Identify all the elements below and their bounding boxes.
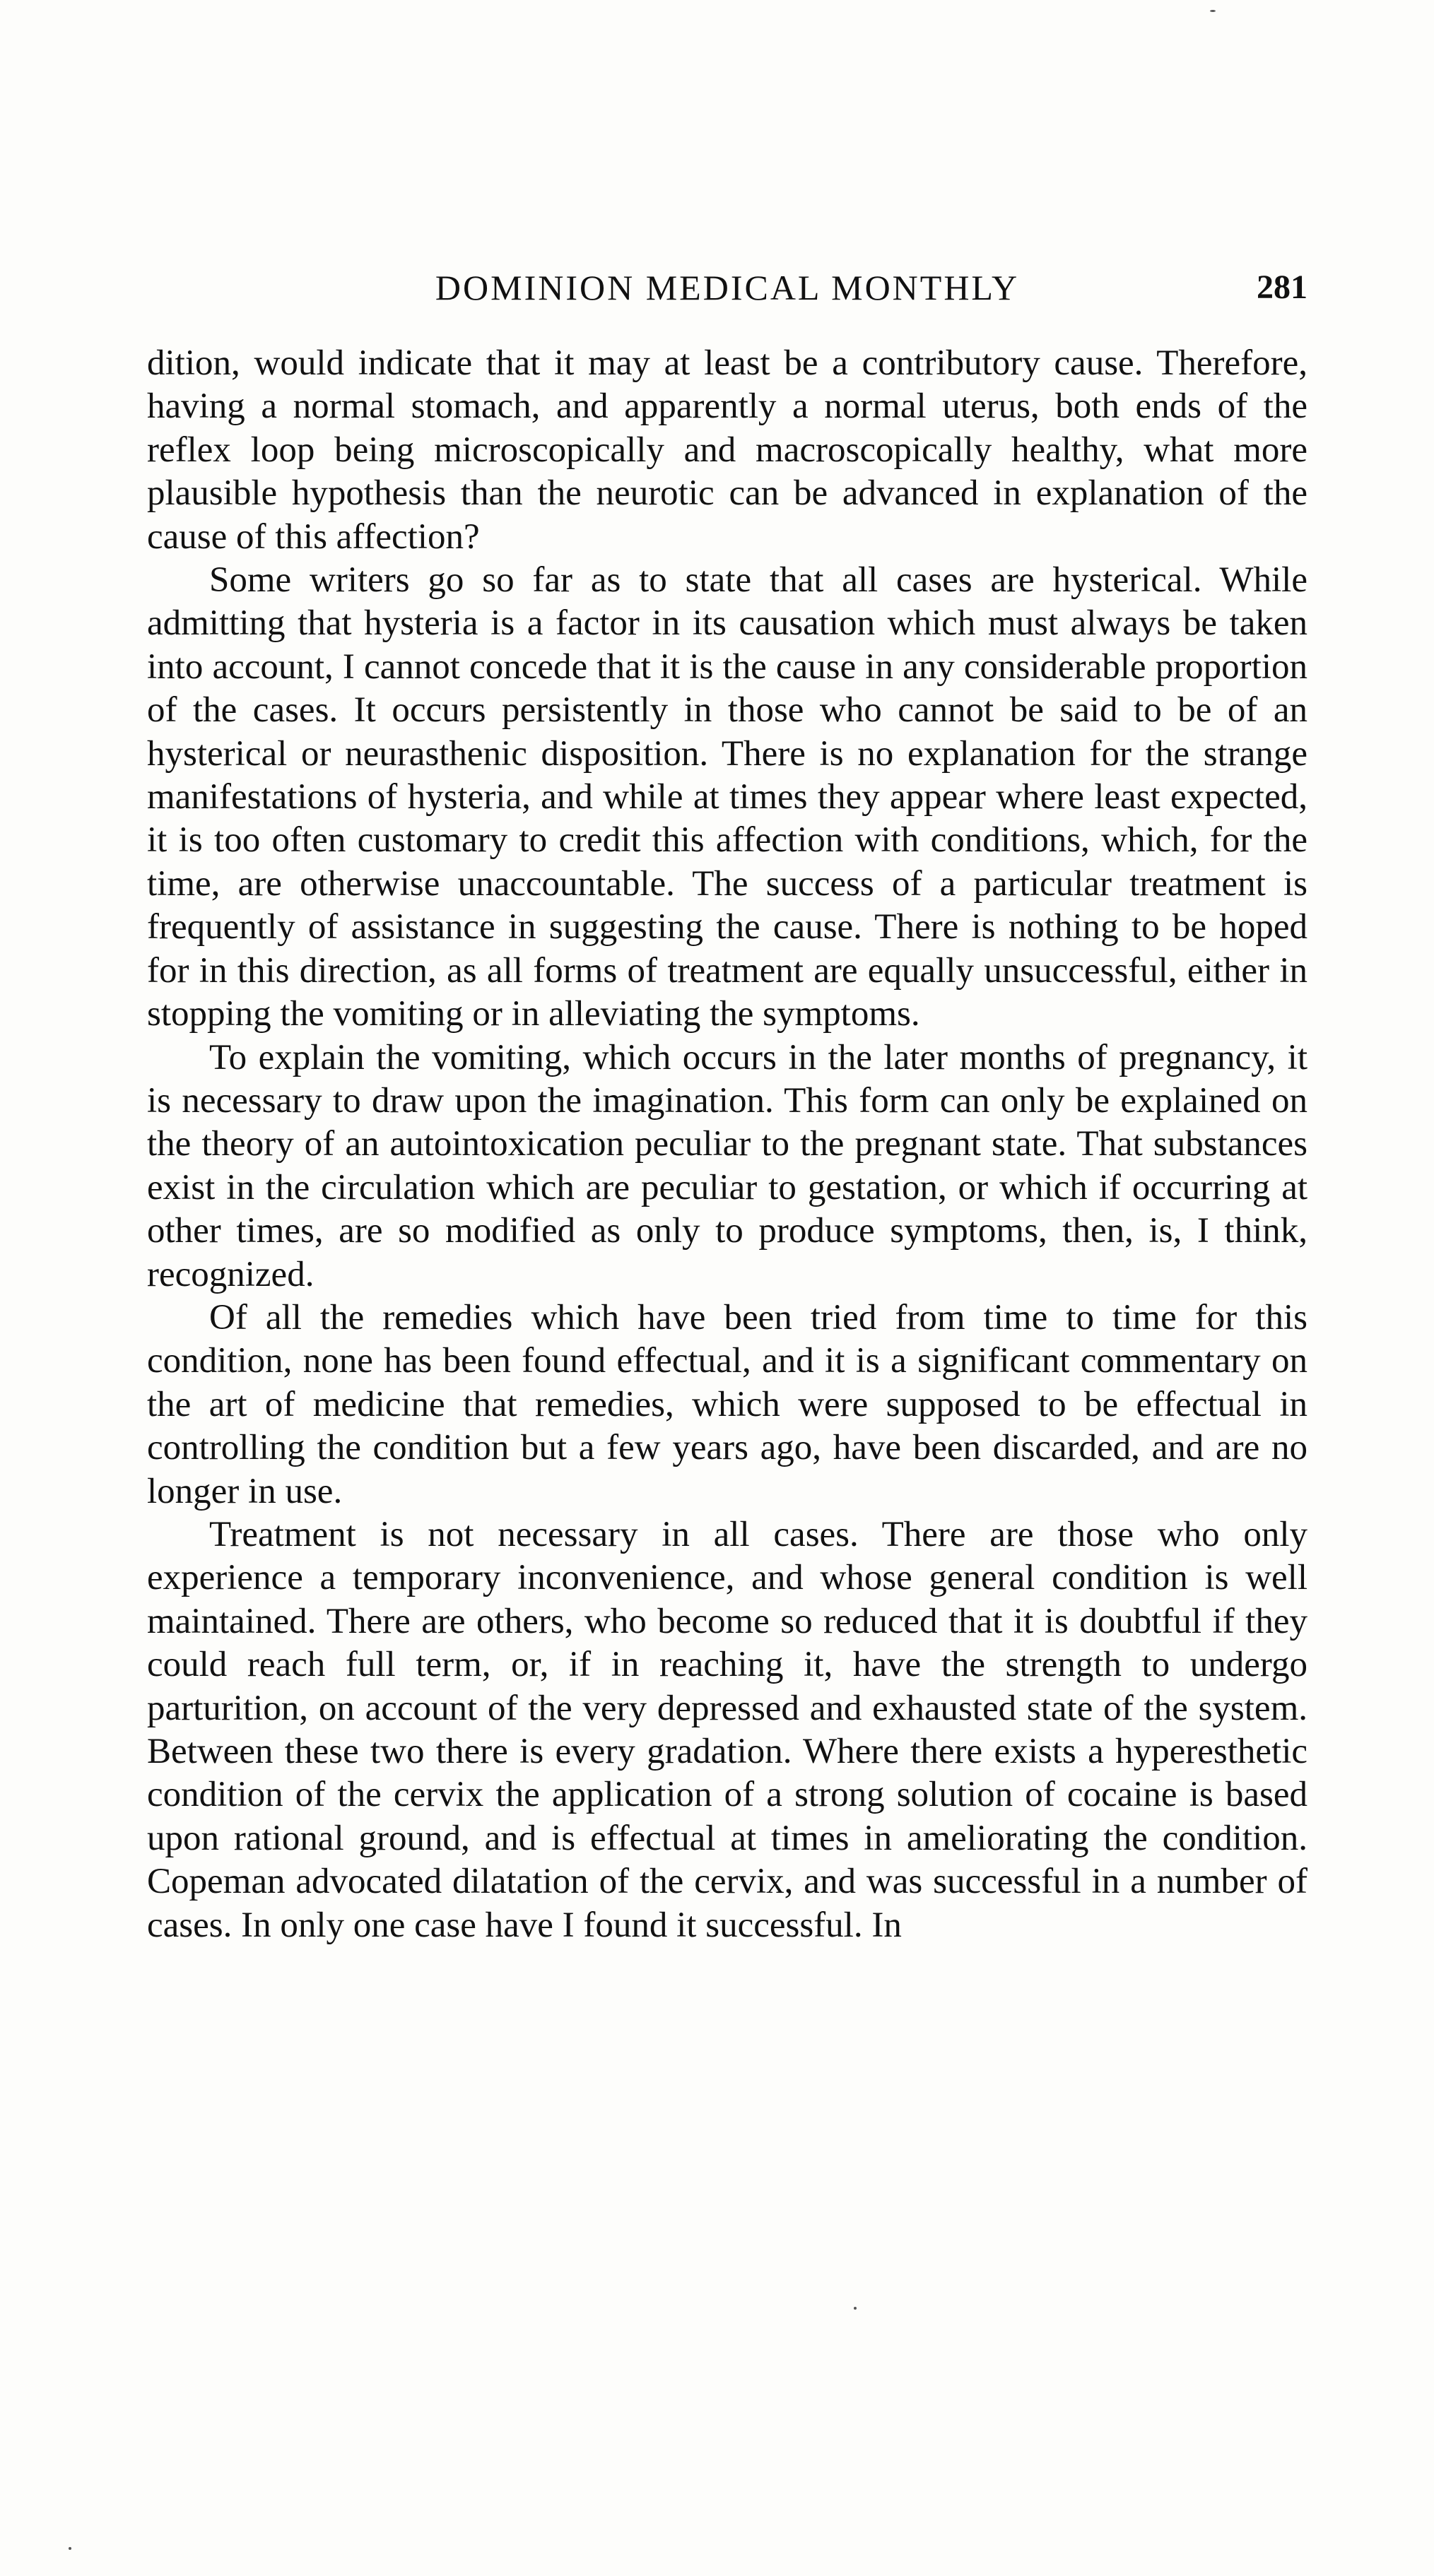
paragraph-hysteria: Some writers go so far as to state that all cases are hysterical. While admitting that hysteria is a factor in its causation which must always be taken into account, I cannot concede that it is the cause in any considerable proportion of the cases. It occurs persistently in those who cannot be said to be of an hysterical or neurasthenic disposition. There is no explanation for the strange manifestations of hysteria, and while at times they appear where least expected, it is too often customary to credit this affection with conditions, which, for the time, are otherwise unaccountable. The success of a particular treatment is frequently of assistance in suggesting the cause. There is nothing to be hoped for in this direction, as all forms of treatment are equally unsuccessful, either in stopping the vomiting or in alleviating the symptoms.: [147, 560, 1307, 1034]
article-body: [147, 342, 1307, 1947]
scan-speck: [69, 2547, 71, 2550]
paragraph-treatment: Treatment is not necessary in all cases. There are those who only experience a temporary inconvenience, and whose general condition is well maintained. There are others, who become so reduced that it is doubtful if they could reach full term, or, if in reaching it, have the strength to undergo parturition, on account of the very depressed and exhausted state of the system. Between these two there is every gradation. Where there exists a hyperesthetic condition of the cervix the application of a strong solution of cocaine is based upon rational ground, and is effectual at times in ameliorating the condition. Copeman advocated dilatation of the cervix, and was successful in a number of cases. In only one case have I found it successful. In: [147, 1514, 1307, 1945]
page-number: 281: [1257, 268, 1307, 306]
journal-title: DOMINION MEDICAL MONTHLY: [435, 268, 1020, 307]
scan-speck: [854, 2307, 857, 2310]
paragraph-later-months: To explain the vomiting, which occurs in the later months of pregnancy, it is necessary to draw upon the imagination. This form can only be explained on the theory of an autointoxication peculiar to the pregnant state. That substances exist in the circulation which are peculiar to gestation, or which if occurring at other times, are so modified as only to produce symptoms, then, is, I think, recognized.: [147, 1037, 1307, 1294]
paragraph-remedies: Of all the remedies which have been tried from time to time for this condition, none has been found effectual, and it is a significant commentary on the art of medicine that remedies, which were supposed to be effectual in controlling the condition but a few years ago, have been discarded, and are no longer in use.: [147, 1297, 1307, 1511]
scan-speck: [1210, 10, 1216, 12]
paragraph-continuation: dition, would indicate that it may at least be a contributory cause. Therefore, having a normal stomach, and apparently a normal uterus, both ends of the reflex loop being microscopically and macroscopically healthy, what more plausible hypothesis than the neurotic can be advanced in explanation of the cause of this affection?: [147, 343, 1307, 557]
running-head: [147, 263, 1307, 312]
